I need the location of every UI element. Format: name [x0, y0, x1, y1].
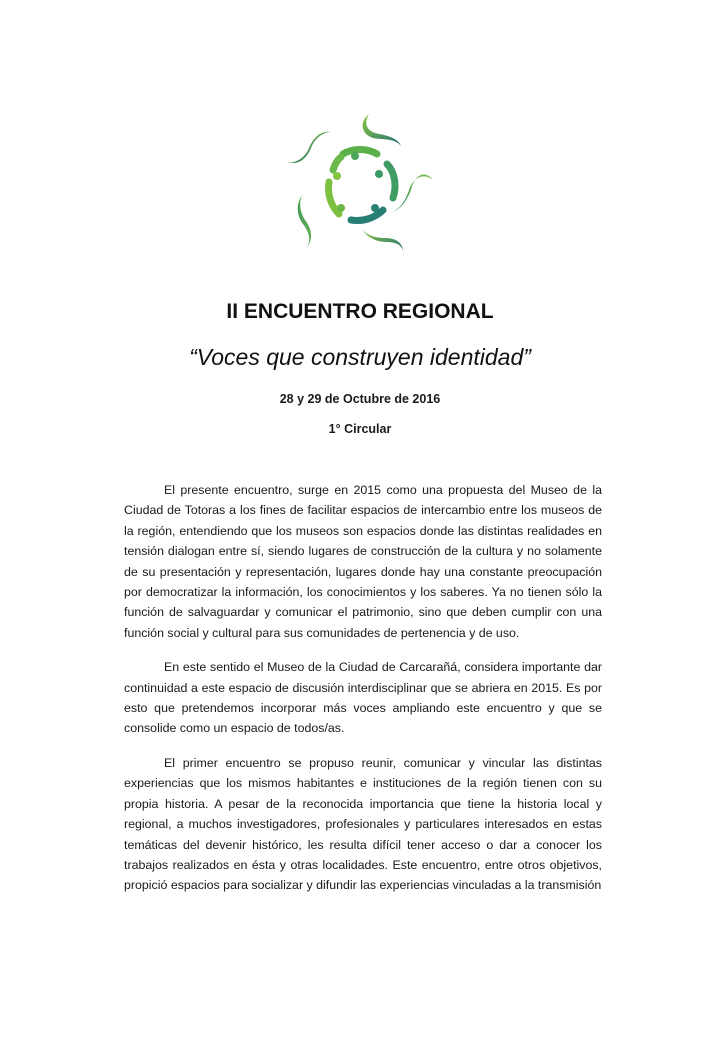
event-date: 28 y 29 de Octubre de 2016 — [279, 392, 441, 406]
body-text — [124, 480, 602, 910]
event-title: II ENCUENTRO REGIONAL — [226, 300, 494, 323]
paragraph-3: El primer encuentro se propuso reunir, comunicar y vincular las distintas experiencias que los mismos habitantes e instituciones de la región tienen con su propia historia. A pesar de la reconocida importancia que tiene la historia local y regional, a muchos investigadores, profesionales y particulares interesados en estas temáticas del devenir histórico, les resulta difícil tener acceso o dar a conocer los trabajos realizados en ésta y otras localidades. Este encuentro, entre otros objetivos, propició espacios para socializar y difundir las experiencias vinculadas a la transmisión — [124, 755, 602, 893]
paragraph-1: El presente encuentro, surge en 2015 como una propuesta del Museo de la Ciudad de Totoras a los fines de facilitar espacios de intercambio entre los museos de la región, entendiendo que los museos son espacios donde las distintas realidades en tensión dialogan entre sí, siendo lugares de construcción de la cultura y no solamente de su presentación y representación, lugares donde hay una constante preocupación por democratizar la información, los conocimientos y los saberes. Ya no tienen sólo la función de salvaguardar y comunicar el patrimonio, sino que deben cumplir con una función social y cultural para sus comunidades de pertenencia y de uso. — [124, 483, 602, 640]
circular-number: 1° Circular — [328, 422, 392, 436]
paragraph-2: En este sentido el Museo de la Ciudad de Carcarañá, considera importante dar continuidad a este espacio de discusión interdisciplinar que se abriera en 2015. Es por esto que pretendemos incorporar más voces ampliando este encuentro y que se consolide como un espacio de todos/as. — [124, 660, 602, 736]
event-logo-icon — [283, 110, 443, 260]
event-subtitle: “Voces que construyen identidad” — [189, 344, 531, 370]
